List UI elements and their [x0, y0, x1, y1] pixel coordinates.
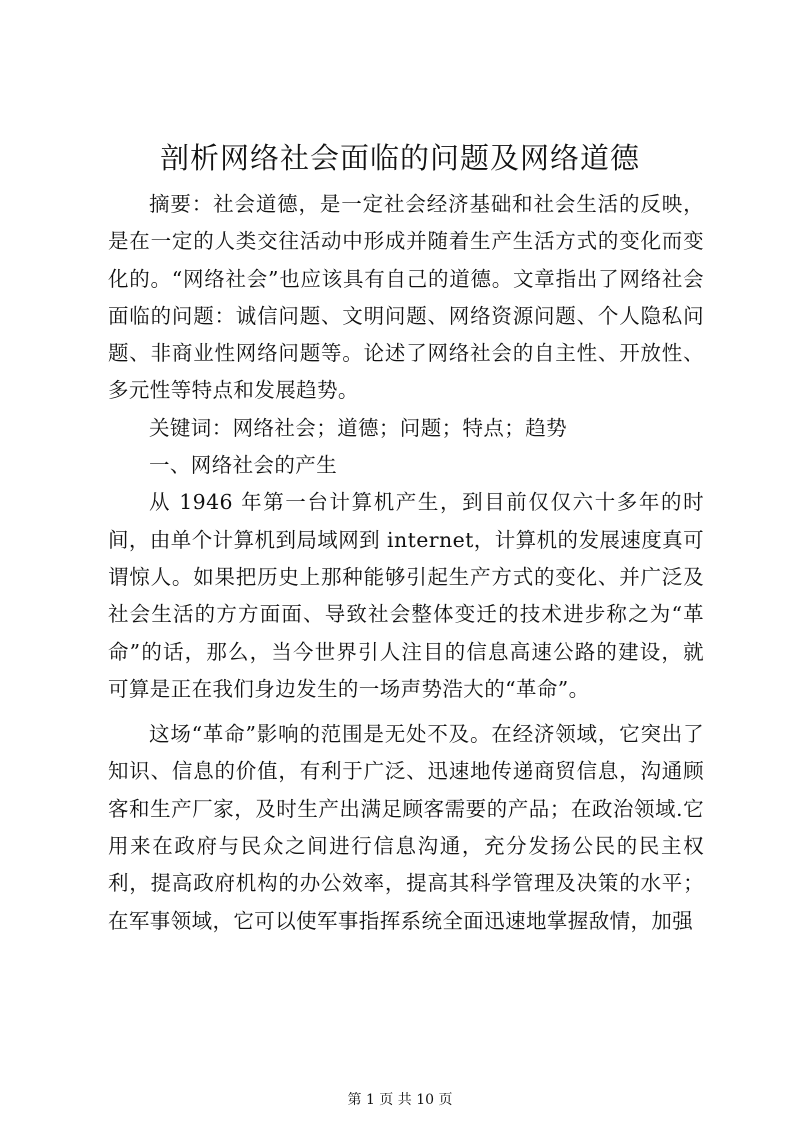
document-body	[108, 186, 704, 940]
section-heading: 一、网络社会的产生	[149, 453, 338, 478]
abstract-paragraph: 摘要：社会道德，是一定社会经济基础和社会生活的反映，是在一定的人类交往活动中形成并随着生产生活方式的变化而变化的。“网络社会”也应该具有自己的道德。文章指出了网络社会面临的问题：诚信问题、文明问题、网络资源问题、个人隐私问题、非商业性网络问题等。论述了网络社会的自主性、开放性、多元性等特点和发展趋势。	[108, 192, 704, 403]
page-title: 剖析网络社会面临的问题及网络道德	[159, 141, 640, 175]
body-paragraph: 从 1946 年第一台计算机产生，到目前仅仅六十多年的时间，由单个计算机到局域网到 internet，计算机的发展速度真可谓惊人。如果把历史上那种能够引起生产方式的变化、并广泛及社会生活的方方面面、导致社会整体变迁的技术进步称之为“革命”的话，那么，当今世界引人注目的信息高速公路的建设，就可算是正在我们身边发生的一场声势浩大的“革命”。	[108, 490, 704, 701]
page-footer: 第 1 页 共 10 页	[347, 1092, 453, 1108]
keywords-paragraph: 关键词：网络社会；道德；问题；特点；趋势	[149, 415, 567, 440]
body-paragraph: 这场“革命”影响的范围是无处不及。在经济领域，它突出了知识、信息的价值，有利于广泛、迅速地传递商贸信息，沟通顾客和生产厂家，及时生产出满足顾客需要的产品；在政治领域.它用来在政府与民众之间进行信息沟通，充分发扬公民的民主权利，提高政府机构的办公效率，提高其科学管理及决策的水平；在军事领域，它可以使军事指挥系统全面迅速地掌握敌情，加强	[108, 722, 704, 933]
